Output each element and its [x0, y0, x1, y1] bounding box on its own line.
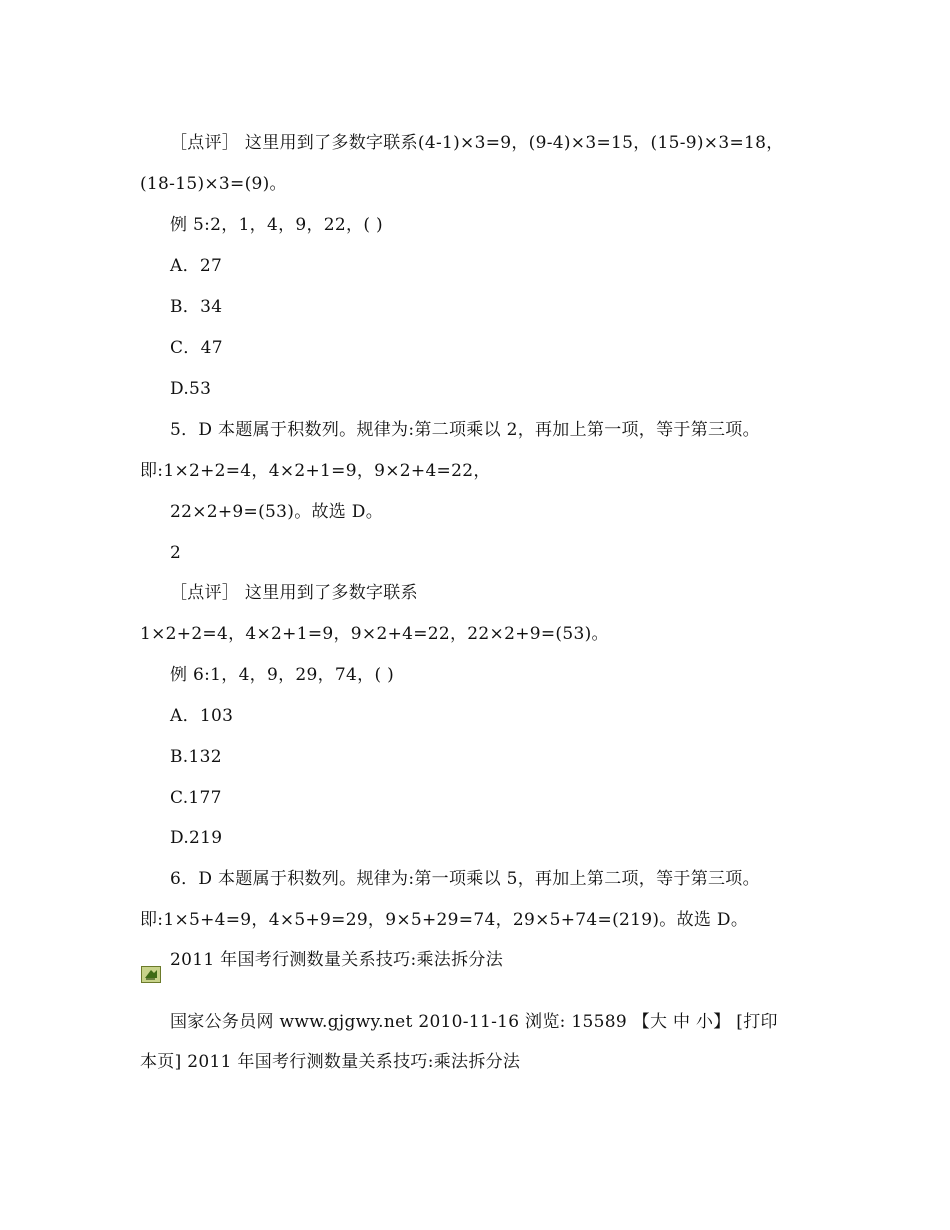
- example-5-answer: 5．D 本题属于积数列。规律为:第二项乘以 2，再加上第一项，等于第三项。: [170, 420, 760, 440]
- example-5-work-1: 即:1×2+2=4，4×2+1=9，9×2+4=22，: [140, 461, 491, 481]
- document-arrow-icon: [141, 966, 161, 983]
- comment-line-4: 1×2+2=4，4×2+1=9，9×2+4=22，22×2+9=(53)。: [140, 624, 609, 644]
- example-6-option-b: B.132: [170, 747, 222, 767]
- example-6-question: 例 6:1，4，9，29，74，( ): [170, 665, 395, 685]
- example-6-option-d: D.219: [170, 828, 223, 848]
- example-5-option-d: D.53: [170, 379, 212, 399]
- source-info-continued: 本页] 2011 年国考行测数量关系技巧:乘法拆分法: [140, 1052, 521, 1072]
- example-6-work: 即:1×5+4=9，4×5+9=29，9×5+29=74，29×5+74=(219)。故选 D。: [140, 910, 749, 930]
- example-5-work-2: 22×2+9=(53)。故选 D。: [170, 502, 384, 522]
- section-title: 2011 年国考行测数量关系技巧:乘法拆分法: [170, 950, 503, 970]
- example-6-option-c: C.177: [170, 788, 222, 808]
- example-5-option-b: B．34: [170, 297, 223, 317]
- example-5-question: 例 5:2，1，4，9，22，( ): [170, 215, 383, 235]
- example-6-answer: 6．D 本题属于积数列。规律为:第一项乘以 5，再加上第二项，等于第三项。: [170, 869, 760, 889]
- comment-line-3: ［点评］ 这里用到了多数字联系: [170, 583, 418, 603]
- source-info-line: 国家公务员网 www.gjgwy.net 2010-11-16 浏览: 15589 【大 中 小】 [打印: [170, 1012, 778, 1032]
- comment-line-1: ［点评］ 这里用到了多数字联系(4-1)×3=9，(9-4)×3=15，(15-9)×3=18，: [170, 133, 784, 153]
- page-number: 2: [170, 543, 182, 563]
- comment-line-2: (18-15)×3=(9)。: [140, 174, 287, 194]
- example-5-option-c: C．47: [170, 338, 223, 358]
- example-5-option-a: A．27: [170, 256, 223, 276]
- example-6-option-a: A．103: [170, 706, 234, 726]
